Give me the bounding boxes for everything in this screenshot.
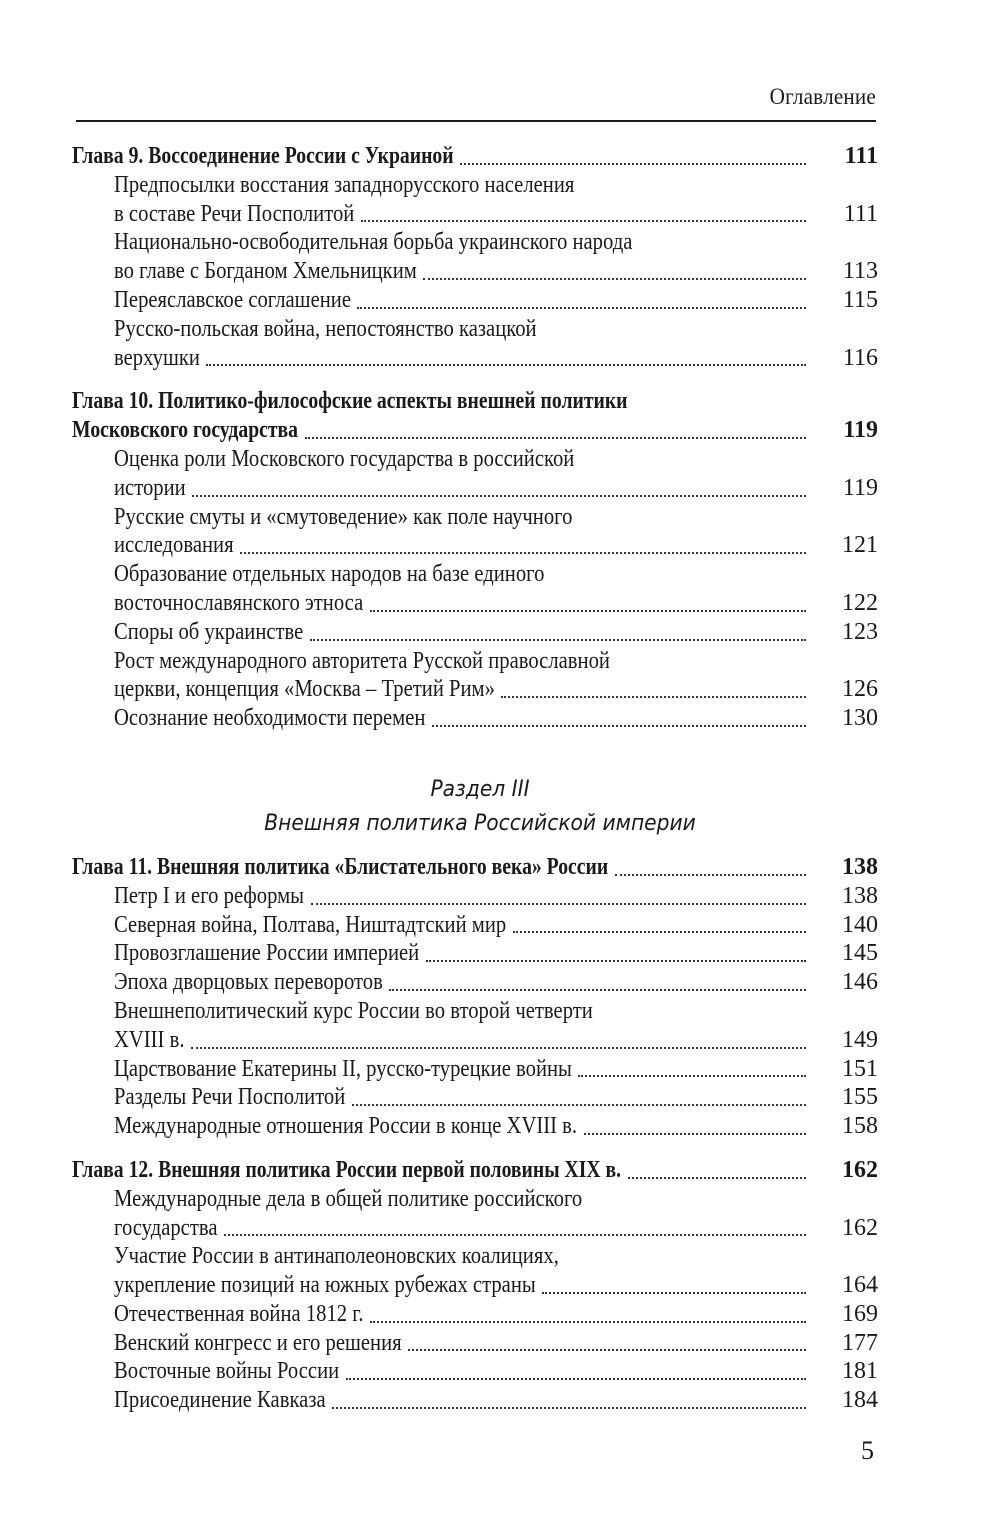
dot-leader (615, 874, 806, 876)
toc-entry-line (114, 315, 878, 344)
toc-entry-text-inner: Восточные войны России (114, 1358, 340, 1385)
dot-leader (370, 610, 806, 612)
toc-entry-line (114, 1185, 878, 1214)
dot-leader (389, 989, 806, 991)
toc-entry-text (72, 387, 628, 416)
toc-entry-text (114, 286, 351, 315)
toc-subentry[interactable] (72, 939, 878, 968)
toc-entry-text (114, 911, 507, 940)
toc-subentry[interactable] (72, 1357, 878, 1386)
toc-entry-text-inner: Внешнеполитический курс России во второй четверти (114, 997, 593, 1024)
toc-subentry[interactable] (72, 1242, 878, 1300)
toc-entry-text-inner: Международные отношения России в конце XVIII в. (114, 1113, 578, 1140)
toc-subentry[interactable] (72, 1185, 878, 1243)
toc-entry-line (114, 1242, 878, 1271)
toc-entry-text (114, 228, 633, 257)
dot-leader (224, 1234, 806, 1236)
toc-entry-text-inner: Глава 10. Политико-философские аспекты внешней политики (72, 388, 628, 415)
toc-entry-text (114, 1112, 578, 1141)
toc-entry-text-inner: Провозглашение России империей (114, 940, 420, 967)
toc-entry-line (114, 257, 878, 286)
toc-entry-line (114, 1271, 878, 1300)
toc-entry-text-inner: Глава 9. Воссоединение России с Украиной (72, 143, 454, 169)
toc-entry-text-inner: в составе Речи Посполитой (114, 200, 355, 227)
toc-page-number: 184 (842, 1387, 878, 1414)
dot-leader (628, 1177, 806, 1179)
toc-page-number: 113 (842, 258, 878, 285)
toc-entry-text (114, 1185, 583, 1214)
toc-entry-line (72, 853, 878, 882)
toc-page-number: 115 (842, 286, 878, 313)
toc-entry-text-inner: Международные дела в общей политике российского (114, 1185, 583, 1212)
toc-entry-text (114, 997, 593, 1026)
toc-chapter-entry[interactable] (72, 142, 878, 171)
toc-page-number: 146 (842, 969, 878, 996)
toc-page-number: 140 (842, 911, 878, 938)
toc-page-number: 177 (842, 1329, 878, 1356)
toc-page-number: 123 (842, 618, 878, 645)
toc-entry-text (72, 1156, 622, 1185)
dot-leader (346, 1378, 806, 1380)
toc-entry-line (114, 1026, 878, 1055)
toc-entry-text (114, 315, 537, 344)
toc-entry-line (114, 1357, 878, 1386)
toc-chapter-entry[interactable] (72, 387, 878, 445)
toc-entry-line (114, 911, 878, 940)
toc-page-number: 155 (842, 1084, 878, 1111)
toc-entry-line (114, 618, 878, 647)
toc-entry-text-inner: Образование отдельных народов на базе единого (114, 561, 545, 588)
toc-entry-text (114, 445, 575, 474)
toc-entry-text-inner: Глава 11. Внешняя политика «Блистательного века» России (72, 853, 609, 880)
dot-leader (584, 1133, 806, 1135)
header-rule (76, 120, 876, 122)
toc-entry-text-inner: Московского государства (72, 417, 299, 444)
dot-leader (370, 1321, 806, 1323)
toc-chapter-entry[interactable] (72, 853, 878, 882)
toc-entry-text-inner: Северная война, Полтава, Ништадтский мир (114, 911, 507, 938)
toc-subentry[interactable] (72, 315, 878, 373)
toc-entry-text-inner: Глава 12. Внешняя политика России первой половины XIX в. (72, 1156, 622, 1183)
toc-entry-line (114, 560, 878, 589)
toc-page-number: 111 (843, 200, 878, 227)
toc-entry-line (114, 675, 878, 704)
dot-leader (361, 220, 806, 222)
dot-leader (311, 903, 806, 905)
toc-entry-text (114, 1242, 559, 1271)
toc-entry-text (114, 1026, 185, 1055)
toc-page-number: 162 (842, 1214, 878, 1241)
section-title: Внешняя политика Российской империи (264, 810, 696, 836)
toc-page-number: 162 (842, 1156, 878, 1183)
toc-entry-text-inner: Национально-освободительная борьба украинского народа (114, 229, 633, 256)
toc-entry-text (114, 171, 575, 200)
toc-page-number: 181 (842, 1358, 878, 1385)
dot-leader (578, 1075, 806, 1077)
toc-entry-line (114, 882, 878, 911)
dot-leader (423, 278, 806, 280)
toc-subentry[interactable] (72, 171, 878, 229)
toc-entry-line (72, 1156, 878, 1185)
toc-entry-text-inner: Предпосылки восстания западнорусского населения (114, 171, 575, 198)
running-head: Оглавление (769, 84, 876, 109)
toc-page-number: 138 (842, 853, 878, 880)
toc-entry-line (114, 1214, 878, 1243)
toc-subentry[interactable] (72, 1329, 878, 1358)
dot-leader (305, 437, 806, 439)
toc-entry-text (114, 1329, 402, 1358)
toc-entry-text (114, 1214, 218, 1243)
toc-entry-text-inner: Венский конгресс и его решения (114, 1329, 402, 1356)
toc-entry-text-inner: Осознание необходимости перемен (114, 705, 426, 732)
toc-entry-text-inner: укрепление позиций на южных рубежах страны (114, 1272, 536, 1299)
toc-entry-text-inner: церкви, концепция «Москва – Третий Рим» (114, 676, 495, 703)
toc-entry-text-inner: Царствование Екатерины II, русско-турецкие войны (114, 1055, 572, 1082)
section-number: Раздел III (430, 776, 530, 802)
section-heading (72, 773, 878, 841)
dot-leader (240, 552, 806, 554)
toc-entry-line (114, 1300, 878, 1329)
dot-leader (206, 364, 806, 366)
toc-entry-text (114, 675, 495, 704)
toc-entry-text-inner: истории (114, 474, 186, 501)
dot-leader (310, 639, 806, 641)
toc-entry-text-inner: Споры об украинстве (114, 618, 304, 645)
toc-entry-text (114, 531, 234, 560)
toc-entry-text (114, 1386, 326, 1415)
toc-entry-text-inner: исследования (114, 532, 234, 559)
toc-subentry[interactable] (72, 968, 878, 997)
dot-leader (408, 1349, 806, 1351)
toc-entry-text-inner: Рост международного авторитета Русской православной (114, 647, 610, 674)
toc-entry-line (114, 997, 878, 1026)
toc-entry-text (114, 589, 364, 618)
toc-page-number: 151 (842, 1055, 878, 1082)
toc-subentry[interactable] (72, 1083, 878, 1112)
toc-entry-line (114, 445, 878, 474)
toc-entry-text (114, 1055, 572, 1084)
toc-entry-text-inner: XVIII в. (114, 1026, 185, 1053)
toc-page-number: 126 (842, 676, 878, 703)
toc-entry-text-inner: Отечественная война 1812 г. (114, 1300, 364, 1327)
toc-entry-text (114, 1357, 340, 1386)
toc-subentry[interactable] (72, 618, 878, 647)
toc-entry-text-inner: государства (114, 1214, 218, 1241)
dot-leader (513, 931, 806, 933)
toc-page-number: 169 (842, 1300, 878, 1327)
toc-entry-text (114, 344, 200, 373)
toc-entry-text (114, 200, 355, 229)
dot-leader (192, 495, 806, 497)
dot-leader (352, 1104, 806, 1106)
toc-entry-line (114, 1083, 878, 1112)
toc-entry-text (114, 968, 383, 997)
toc-entry-line (114, 1055, 878, 1084)
toc-entry-line (114, 171, 878, 200)
toc-subentry[interactable] (72, 445, 878, 503)
toc-page-number: 119 (843, 417, 878, 444)
toc-entry-line (114, 704, 878, 733)
toc-entry-text (72, 142, 454, 171)
toc-page-number: 121 (842, 532, 878, 559)
toc-entry-text (114, 618, 304, 647)
toc-entry-line (114, 531, 878, 560)
toc-page-number: 122 (842, 589, 878, 616)
toc-subentry[interactable] (72, 1300, 878, 1329)
toc-page-number: 130 (842, 705, 878, 732)
toc-entry-text (114, 1083, 346, 1112)
toc-entry-line (72, 142, 878, 171)
toc-entry-text (114, 503, 573, 532)
toc-entry-line (114, 200, 878, 229)
toc-subentry[interactable] (72, 997, 878, 1055)
toc-entry-text (114, 474, 186, 503)
toc-page-number: 145 (842, 940, 878, 967)
toc-entry-text-inner: Переяславское соглашение (114, 286, 351, 313)
toc-entry-text-inner: верхушки (114, 344, 200, 371)
toc-chapter-entry[interactable] (72, 1156, 878, 1185)
toc-page-number: 164 (842, 1272, 878, 1299)
toc-entry-line (114, 1112, 878, 1141)
toc-entry-text (114, 1300, 364, 1329)
toc-page-number: 158 (842, 1113, 878, 1140)
dot-leader (542, 1292, 806, 1294)
dot-leader (501, 696, 806, 698)
page-number: 5 (861, 1436, 874, 1465)
dot-leader (332, 1407, 806, 1409)
toc-entry-text (72, 853, 609, 882)
toc-entry-line (72, 387, 878, 416)
toc-subentry[interactable] (72, 647, 878, 705)
toc-entry-text-inner: Разделы Речи Посполитой (114, 1084, 346, 1111)
toc-entry-line (114, 589, 878, 618)
toc-page-number: 138 (842, 882, 878, 909)
toc-entry-text (114, 647, 610, 676)
toc-subentry[interactable] (72, 911, 878, 940)
toc-page-number: 119 (842, 474, 878, 501)
toc-entry-text (114, 882, 305, 911)
toc-entry-line (114, 1329, 878, 1358)
toc-page-number: 116 (842, 344, 878, 371)
toc-page-number: 149 (842, 1026, 878, 1053)
dot-leader (432, 725, 806, 727)
toc-entry-line (114, 474, 878, 503)
toc-entry-text-inner: Оценка роли Московского государства в российской (114, 445, 575, 472)
toc-entry-line (114, 939, 878, 968)
toc-subentry[interactable] (72, 228, 878, 286)
toc-entry-text-inner: во главе с Богданом Хмельницким (114, 258, 417, 285)
toc-subentry[interactable] (72, 560, 878, 618)
toc-entry-text-inner: Присоединение Кавказа (114, 1387, 326, 1414)
toc-entry-text (114, 257, 417, 286)
toc-entry-text-inner: Русские смуты и «смутоведение» как поле научного (114, 503, 573, 530)
toc-entry-line (114, 647, 878, 676)
toc-entry-text (114, 704, 426, 733)
dot-leader (426, 960, 806, 962)
toc-subentry[interactable] (72, 503, 878, 561)
toc-entry-line (72, 416, 878, 445)
dot-leader (357, 307, 806, 309)
toc-entry-text (114, 939, 420, 968)
toc-subentry[interactable] (72, 704, 878, 733)
toc-entry-line (114, 1386, 878, 1415)
chapters-after (72, 853, 878, 1415)
dot-leader (460, 163, 806, 165)
toc-entry-text-inner: восточнославянского этноса (114, 589, 364, 616)
toc-entry-line (114, 286, 878, 315)
toc-entry-line (114, 968, 878, 997)
toc-subentry[interactable] (72, 1055, 878, 1084)
toc-subentry[interactable] (72, 882, 878, 911)
toc-entry-text-inner: Участие России в антинаполеоновских коалициях, (114, 1243, 559, 1270)
table-of-contents (72, 142, 878, 1415)
dot-leader (191, 1047, 806, 1049)
toc-subentry[interactable] (72, 1386, 878, 1415)
toc-subentry[interactable] (72, 286, 878, 315)
toc-entry-text-inner: Русско-польская война, непостоянство казацкой (114, 315, 537, 342)
toc-entry-line (114, 344, 878, 373)
chapters-before (72, 142, 878, 733)
toc-entry-text-inner: Петр I и его реформы (114, 882, 305, 909)
toc-entry-text (114, 560, 545, 589)
toc-entry-line (114, 503, 878, 532)
toc-page-number: 111 (844, 143, 878, 169)
toc-entry-line (114, 228, 878, 257)
toc-entry-text (114, 1271, 536, 1300)
toc-entry-text (72, 416, 299, 445)
toc-subentry[interactable] (72, 1112, 878, 1141)
toc-entry-text-inner: Эпоха дворцовых переворотов (114, 969, 383, 996)
